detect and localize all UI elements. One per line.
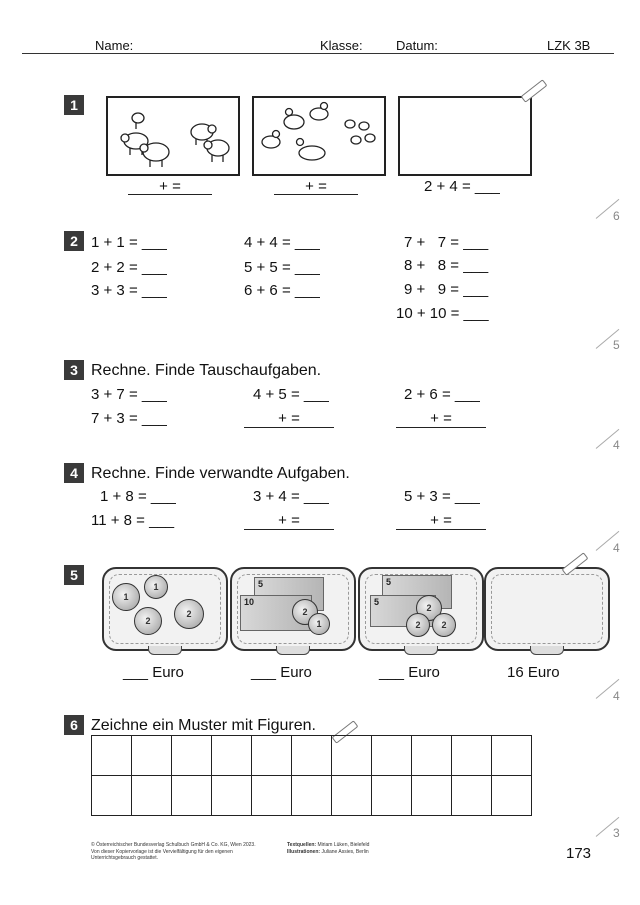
header-line [22, 53, 614, 54]
coin-icon: 2 [416, 595, 442, 621]
coin-icon: 2 [432, 613, 456, 637]
task4-blank[interactable]: + = [244, 512, 334, 530]
task2-equation: 8 + 8 = ___ [404, 257, 489, 274]
euro-answer-1[interactable]: ___ Euro [123, 664, 184, 681]
banknote-icon: 5 [370, 595, 436, 627]
task-number-6: 6 [64, 715, 84, 735]
task3-blank[interactable]: + = [396, 410, 486, 428]
coin-icon: 1 [308, 613, 330, 635]
task-number-4: 4 [64, 463, 84, 483]
score-3: 4 [613, 438, 620, 452]
wallet-1 [102, 567, 228, 651]
pencil-icon [521, 79, 548, 103]
coin-icon: 2 [292, 599, 318, 625]
task4-equation: 11 + 8 = ___ [91, 512, 175, 529]
page-number: 173 [566, 845, 592, 862]
date-label: Datum: [396, 38, 438, 53]
coin-icon: 1 [112, 583, 140, 611]
task-number-3: 3 [64, 360, 84, 380]
name-label: Name: [95, 38, 134, 53]
task4-equation: 5 + 3 = ___ [404, 488, 480, 505]
task1-equation-3: 2 + 4 = ___ [424, 178, 500, 195]
euro-answer-2[interactable]: ___ Euro [251, 664, 312, 681]
task2-equation: 7 + 7 = ___ [404, 234, 489, 251]
task-number-2: 2 [64, 231, 84, 251]
task2-equation: 2 + 2 = ___ [91, 259, 167, 276]
task3-blank[interactable]: + = [244, 410, 334, 428]
task2-equation: 5 + 5 = ___ [244, 259, 320, 276]
banknote-icon: 5 [254, 577, 324, 611]
wallet-2 [230, 567, 356, 651]
sheep-icon [108, 98, 238, 174]
task3-equation: 4 + 5 = ___ [253, 386, 329, 403]
euro-given: 16 Euro [507, 664, 560, 681]
score-4: 4 [613, 541, 620, 555]
test-code: LZK 3B [547, 38, 591, 53]
duck-icon [254, 98, 384, 174]
score-1: 6 [613, 209, 620, 223]
task1-blank-1[interactable]: + = [128, 178, 212, 195]
wallet-4-empty[interactable] [484, 567, 610, 651]
task4-equation: 1 + 8 = ___ [100, 488, 176, 505]
footer-credits: Textquellen: Miriam Lüken, Bielefeld Illustrationen: Juliane Assies, Berlin [287, 842, 370, 855]
task6-title: Zeichne ein Muster mit Figuren. [91, 717, 316, 734]
task2-equation: 3 + 3 = ___ [91, 282, 167, 299]
drawing-box[interactable] [398, 96, 532, 176]
coin-icon: 2 [406, 613, 430, 637]
task4-equation: 3 + 4 = ___ [253, 488, 329, 505]
task2-equation: 10 + 10 = ___ [396, 305, 489, 322]
task1-blank-2[interactable]: + = [274, 178, 358, 195]
task-number-5: 5 [64, 565, 84, 585]
ducks-picture [252, 96, 386, 176]
pattern-grid[interactable] [91, 735, 532, 816]
task4-title: Rechne. Finde verwandte Aufgaben. [91, 465, 350, 482]
class-label: Klasse: [320, 38, 363, 53]
sheep-picture [106, 96, 240, 176]
task2-equation: 6 + 6 = ___ [244, 282, 320, 299]
score-6: 3 [613, 826, 620, 840]
banknote-icon: 10 [240, 595, 312, 631]
banknote-icon: 5 [382, 575, 452, 609]
euro-answer-3[interactable]: ___ Euro [379, 664, 440, 681]
task-number-1: 1 [64, 95, 84, 115]
coin-icon: 2 [174, 599, 204, 629]
coin-icon: 1 [144, 575, 168, 599]
task4-blank[interactable]: + = [396, 512, 486, 530]
task3-equation: 2 + 6 = ___ [404, 386, 480, 403]
task3-equation: 3 + 7 = ___ [91, 386, 167, 403]
score-5: 4 [613, 689, 620, 703]
task2-equation: 9 + 9 = ___ [404, 281, 489, 298]
task2-equation: 4 + 4 = ___ [244, 234, 320, 251]
task2-equation: 1 + 1 = ___ [91, 234, 167, 251]
wallet-3 [358, 567, 484, 651]
task3-title: Rechne. Finde Tauschaufgaben. [91, 362, 322, 379]
coin-icon: 2 [134, 607, 162, 635]
footer-copyright: © Österreichischer Bundesverlag Schulbuch GmbH & Co. KG, Wien 2023. Von dieser Kopiervorlage ist die Vervielfältigung für den eigenen Unterrichtsgebrauch gestattet. [91, 842, 256, 861]
task3-equation: 7 + 3 = ___ [91, 410, 167, 427]
score-2: 5 [613, 338, 620, 352]
